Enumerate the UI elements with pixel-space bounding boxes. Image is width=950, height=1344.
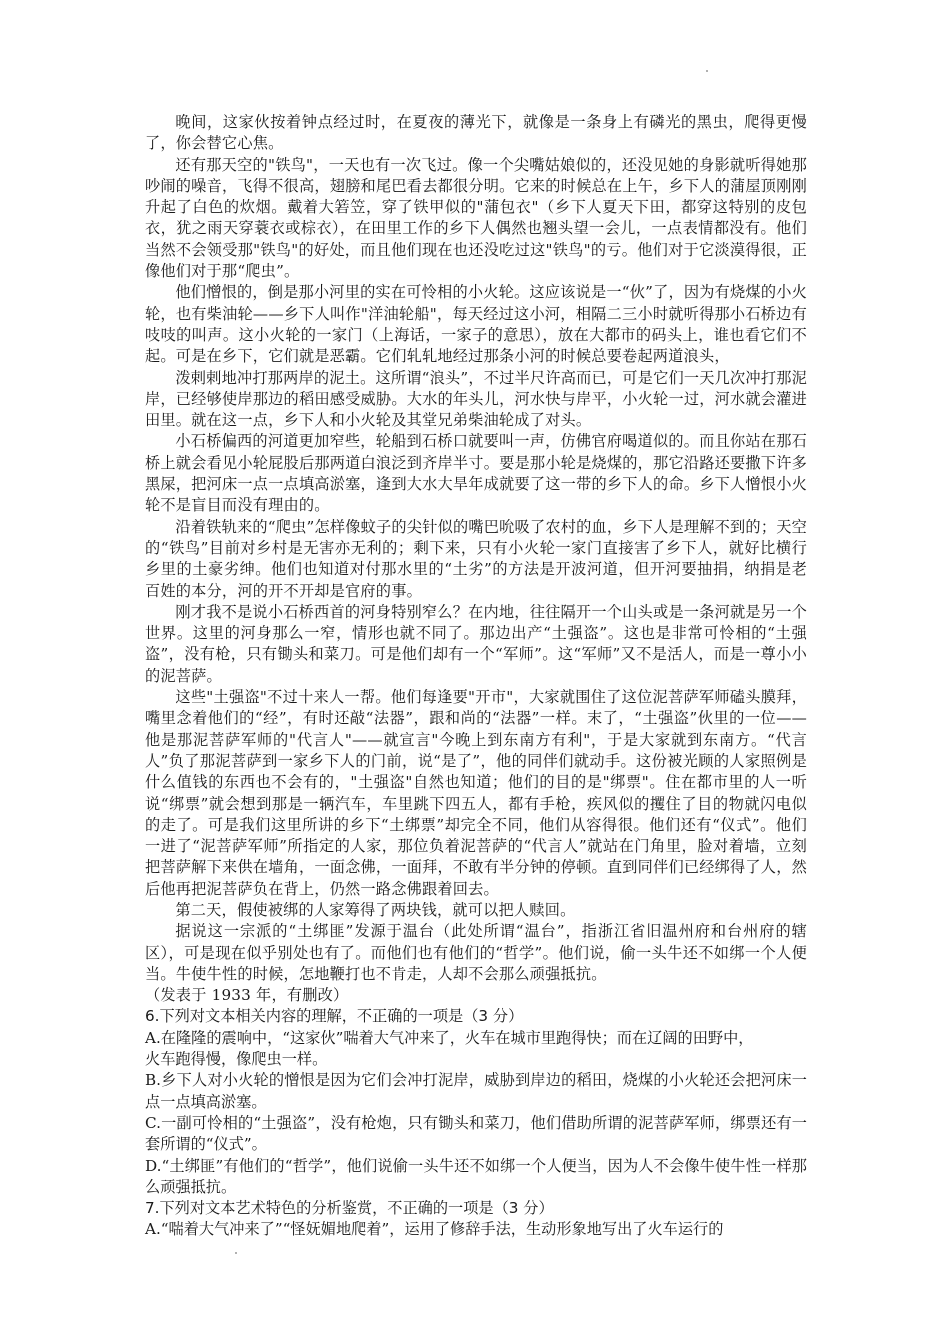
article-paragraph: 沿着铁轨来的“爬虫”怎样像蚊子的尖针似的嘴巴吮吸了农村的血，乡下人是理解不到的；天空的“铁鸟”目前对乡村是无害亦无利的；剩下来，只有小火轮一家门直接害了乡下人，就好比横行乡里的土豪劣绅。他们也知道对付那水里的“土劣”的方法是开波河道，但开河要抽捐，纳捐是老百姓的本分，河的开不开却是官府的事。 bbox=[145, 517, 807, 600]
question-stem: 6.下列对文本相关内容的理解，不正确的一项是（3 分） bbox=[145, 1007, 524, 1026]
option-b: B.乡下人对小火轮的憎恨是因为它们会冲打泥岸，威胁到岸边的稻田，烧煤的小火轮还会把河床一点一点填高淤塞。 bbox=[145, 1071, 807, 1111]
question-6 bbox=[145, 1006, 807, 1198]
article-paragraph: 据说这一宗派的“土绑匪”发源于温台（此处所谓“温台”，指浙江省旧温州府和台州府的辖区），可是现在似乎别处也有了。而他们也有他们的“哲学”。他们说，偷一头牛还不如绑一个人便当。牛使牛性的时候，怎地鞭打也不肯走，人却不会那么顽强抵抗。 bbox=[145, 922, 807, 983]
option-c: C.一副可怜相的“土强盗”，没有枪炮，只有锄头和菜刀，他们借助所谓的泥菩萨军师，绑票还有一套所谓的“仪式”。 bbox=[145, 1113, 807, 1154]
article-paragraph: 还有那天空的"铁鸟"，一天也有一次飞过。像一个尖嘴姑娘似的，还没见她的身影就听得她那吵闹的噪音，飞得不很高，翅膀和尾巴看去都很分明。它来的时候总在上午，乡下人的蒲屋顶刚刚升起了白色的炊烟。戴着大箬笠，穿了铁甲似的"蒲包衣"（乡下人夏天下田，都穿这特别的皮包衣，犹之雨天穿蓑衣或棕衣），在田里工作的乡下人偶然也翘头望一会儿，一点表情都没有。他们当然不会领受那"铁鸟"的好处，而且他们现在也还没吃过这"铁鸟"的亏。他们对于它淡漠得很，正像他们对于那“爬虫”。 bbox=[145, 155, 807, 281]
option-a: A.在隆隆的震响中，“这家伙”喘着大气冲来了，火车在城市里跑得快；而在辽阔的田野中， bbox=[145, 1028, 754, 1047]
top-dot bbox=[706, 70, 708, 72]
option-d: D.“土绑匪”有他们的“哲学”，他们说偷一头牛还不如绑一个人便当，因为人不会像牛使牛性一样那么顽强抵抗。 bbox=[145, 1156, 807, 1196]
question-7 bbox=[145, 1198, 807, 1241]
article-body bbox=[145, 112, 807, 1006]
article-paragraph: 小石桥偏西的河道更加窄些，轮船到石桥口就要叫一声，仿佛官府喝道似的。而且你站在那石桥上就会看见小轮屁股后那两道白浪泛到齐岸半寸。要是那小轮是烧煤的，那它沿路还要撒下许多黑屎，把河床一点一点填高淤塞，逢到大水大旱年成就要了这一带的乡下人的命。乡下人憎恨小火轮不是盲目而没有理由的。 bbox=[145, 432, 807, 515]
article-paragraph: 泼剌剌地冲打那两岸的泥土。这所谓“浪头”，不过半尺许高而已，可是它们一天几次冲打那泥岸，已经够使岸那边的稻田感受威胁。大水的年头儿，河水快与岸平，小火轮一过，河水就会灌进田里。就在这一点，乡下人和小火轮及其堂兄弟柴油轮成了对头。 bbox=[145, 368, 807, 430]
article-paragraph: 刚才我不是说小石桥西首的河身特别窄么？在内地，往往隔开一个山头或是一条河就是另一个世界。这里的河身那么一窄，情形也就不同了。那边出产“土强盗”。这也是非常可怜相的“土强盗”，没有枪，只有锄头和菜刀。可是他们却有一个“军师”。这“军师”又不是活人，而是一尊小小的泥菩萨。 bbox=[145, 602, 807, 685]
bottom-dot bbox=[235, 1252, 237, 1254]
source-note: （发表于 1933 年，有删改） bbox=[145, 986, 349, 1005]
article-paragraph: 他们憎恨的，倒是那小河里的实在可怜相的小火轮。这应该说是一“伙”了，因为有烧煤的小火轮，也有柴油轮——乡下人叫作"洋油轮船"，每天经过这小河，相隔二三小时就听得那小石桥边有吱吱的叫声。这小火轮的一家门（上海话，一家子的意思），放在大都市的码头上，谁也看它们不起。可是在乡下，它们就是恶霸。它们轧轧地经过那条小河的时候总要卷起两道浪头， bbox=[145, 283, 807, 366]
exam-page bbox=[145, 112, 807, 1241]
question-stem: 7.下列对文本艺术特色的分析鉴赏，不正确的一项是（3 分） bbox=[145, 1199, 554, 1218]
article-paragraph: 这些"土强盗"不过十来人一帮。他们每逢要"开市"，大家就围住了这位泥菩萨军师磕头膜拜，嘴里念着他们的“经”，有时还敲“法器”，跟和尚的“法器”一样。末了，“土强盗”伙里的一位——他是那泥菩萨军师的"代言人"——就宣言"今晚上到东南方有利"，于是大家就到东南方。“代言人”负了那泥菩萨到一家乡下人的门前，说“是了”，他的同伴们就动手。这份被光顾的人家照例是什么值钱的东西也不会有的，"土强盗"自然也知道；他们的目的是"绑票"。住在都市里的人一听说“绑票”就会想到那是一辆汽车，车里跳下四五人，都有手枪，疾风似的攫住了目的物就闪电似的走了。可是我们这里所讲的乡下“土绑票”却完全不同，他们从容得很。他们还有“仪式”。他们一进了“泥菩萨军师”所指定的人家，那位负着泥菩萨的“代言人”就站在门角里，脸对着墙，立刻把菩萨解下来供在墙角，一面念佛，一面拜，不敢有半分钟的停顿。直到同伴们已经绑得了人，然后他再把泥菩萨负在背上，仍然一路念佛跟着回去。 bbox=[145, 688, 807, 898]
option-a-continued: 火车跑得慢，像爬虫一样。 bbox=[145, 1050, 328, 1069]
option-a: A.“喘着大气冲来了”“怪妩媚地爬着”，运用了修辞手法，生动形象地写出了火车运行的 bbox=[145, 1220, 724, 1239]
article-paragraph: 晚间，这家伙按着钟点经过时，在夏夜的薄光下，就像是一条身上有磷光的黑虫，爬得更慢了，你会替它心焦。 bbox=[145, 113, 807, 153]
article-paragraph: 第二天，假使被绑的人家筹得了两块钱，就可以把人赎回。 bbox=[175, 900, 576, 919]
